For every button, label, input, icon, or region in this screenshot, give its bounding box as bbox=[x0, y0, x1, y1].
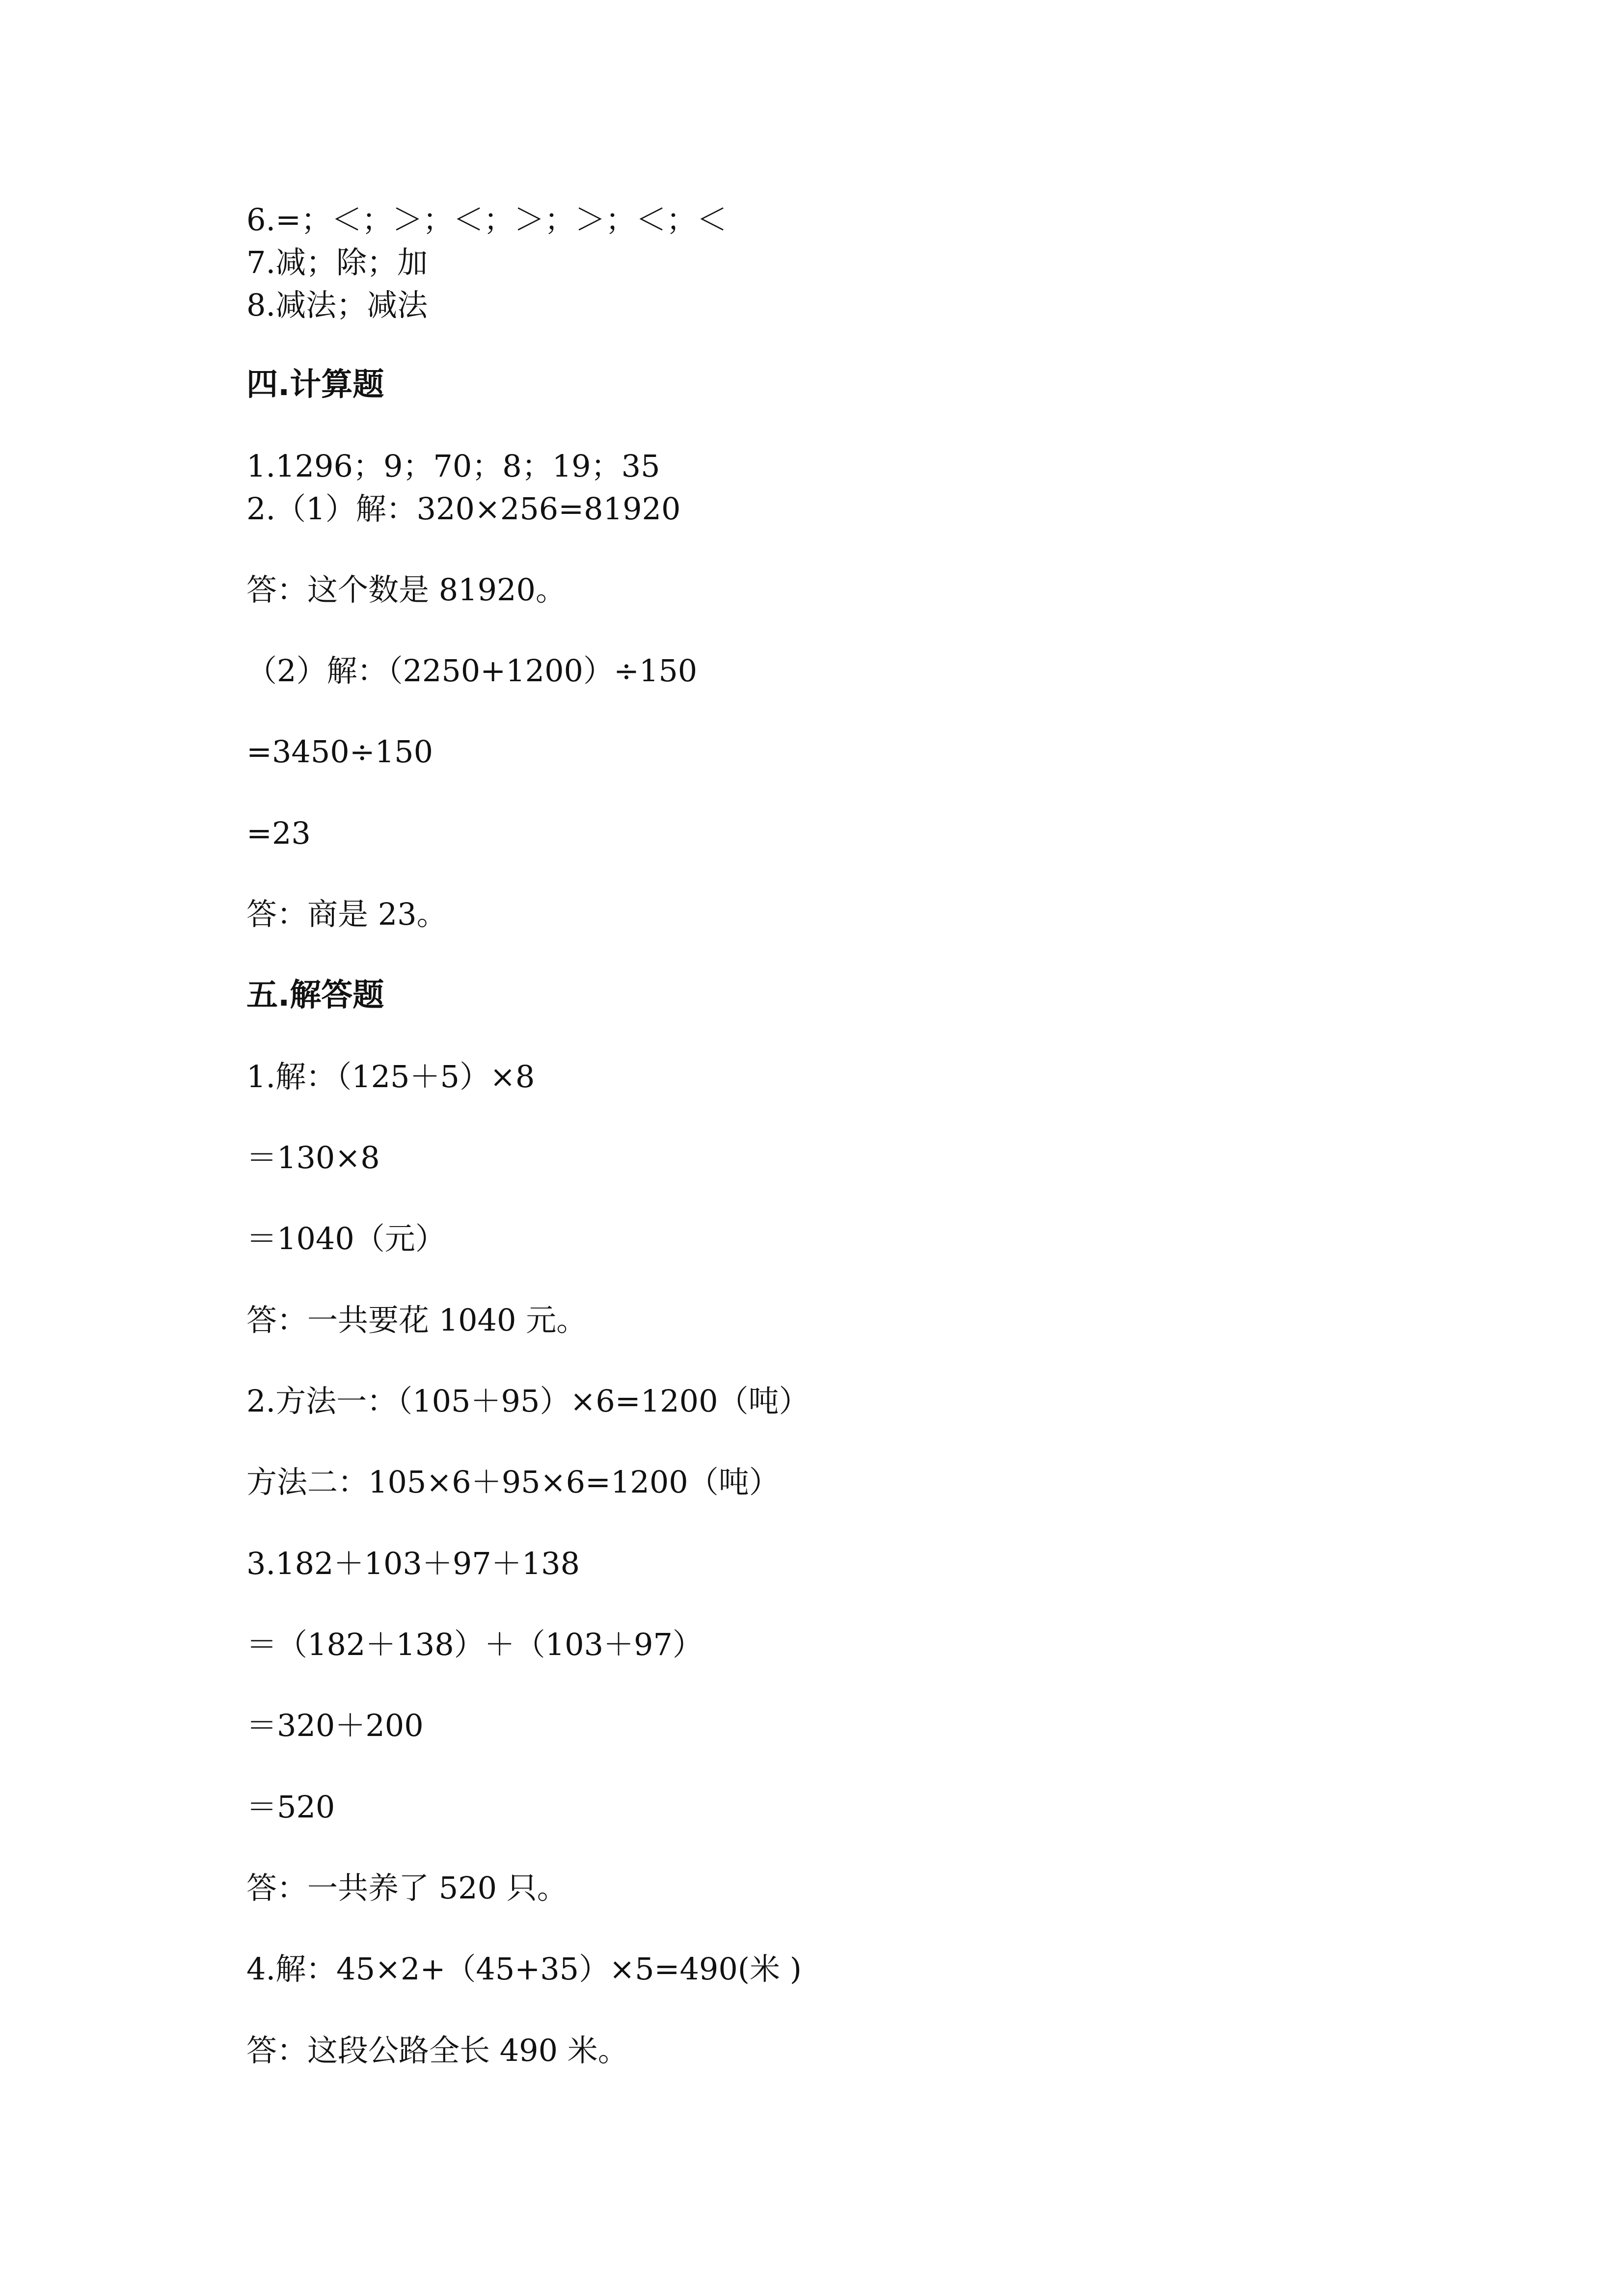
answer-line: =3450÷150 bbox=[246, 734, 433, 770]
answer-line: （2）解：（2250+1200）÷150 bbox=[246, 653, 698, 689]
section-heading-problems: 五.解答题 bbox=[246, 977, 384, 1014]
answer-line-6: 6.=；＜；＞；＜；＞；＞；＜；＜ bbox=[246, 202, 728, 238]
answer-line-8: 8.减法；减法 bbox=[246, 287, 428, 323]
answer-line: 答：这段公路全长 490 米。 bbox=[246, 2032, 628, 2068]
answer-line: 2.方法一：（105＋95）×6=1200（吨） bbox=[246, 1383, 810, 1419]
answer-line: ＝1040（元） bbox=[246, 1221, 446, 1256]
answer-line: ＝320＋200 bbox=[246, 1708, 424, 1743]
answer-line: 方法二：105×6＋95×6=1200（吨） bbox=[246, 1464, 780, 1500]
answer-line: 答：一共要花 1040 元。 bbox=[246, 1302, 587, 1338]
answer-line: 2.（1）解：320×256=81920 bbox=[246, 491, 681, 527]
section-heading-calculation: 四.计算题 bbox=[246, 367, 384, 403]
answer-line: 3.182＋103＋97＋138 bbox=[246, 1546, 580, 1581]
answer-line: ＝520 bbox=[246, 1789, 335, 1825]
answer-line: 4.解：45×2+（45+35）×5=490(米 ) bbox=[246, 1951, 802, 1987]
answer-line: 答：这个数是 81920。 bbox=[246, 572, 566, 608]
answer-line: ＝130×8 bbox=[246, 1140, 380, 1175]
answer-line: ＝（182＋138）＋（103＋97） bbox=[246, 1627, 703, 1662]
answer-line-7: 7.减；除；加 bbox=[246, 244, 428, 280]
answer-line: 1.1296；9；70；8；19；35 bbox=[246, 448, 660, 484]
answer-line: 答：一共养了 520 只。 bbox=[246, 1870, 568, 1906]
answer-line: =23 bbox=[246, 815, 311, 851]
answer-line: 1.解：（125＋5）×8 bbox=[246, 1059, 535, 1095]
answer-line: 答：商是 23。 bbox=[246, 896, 447, 932]
